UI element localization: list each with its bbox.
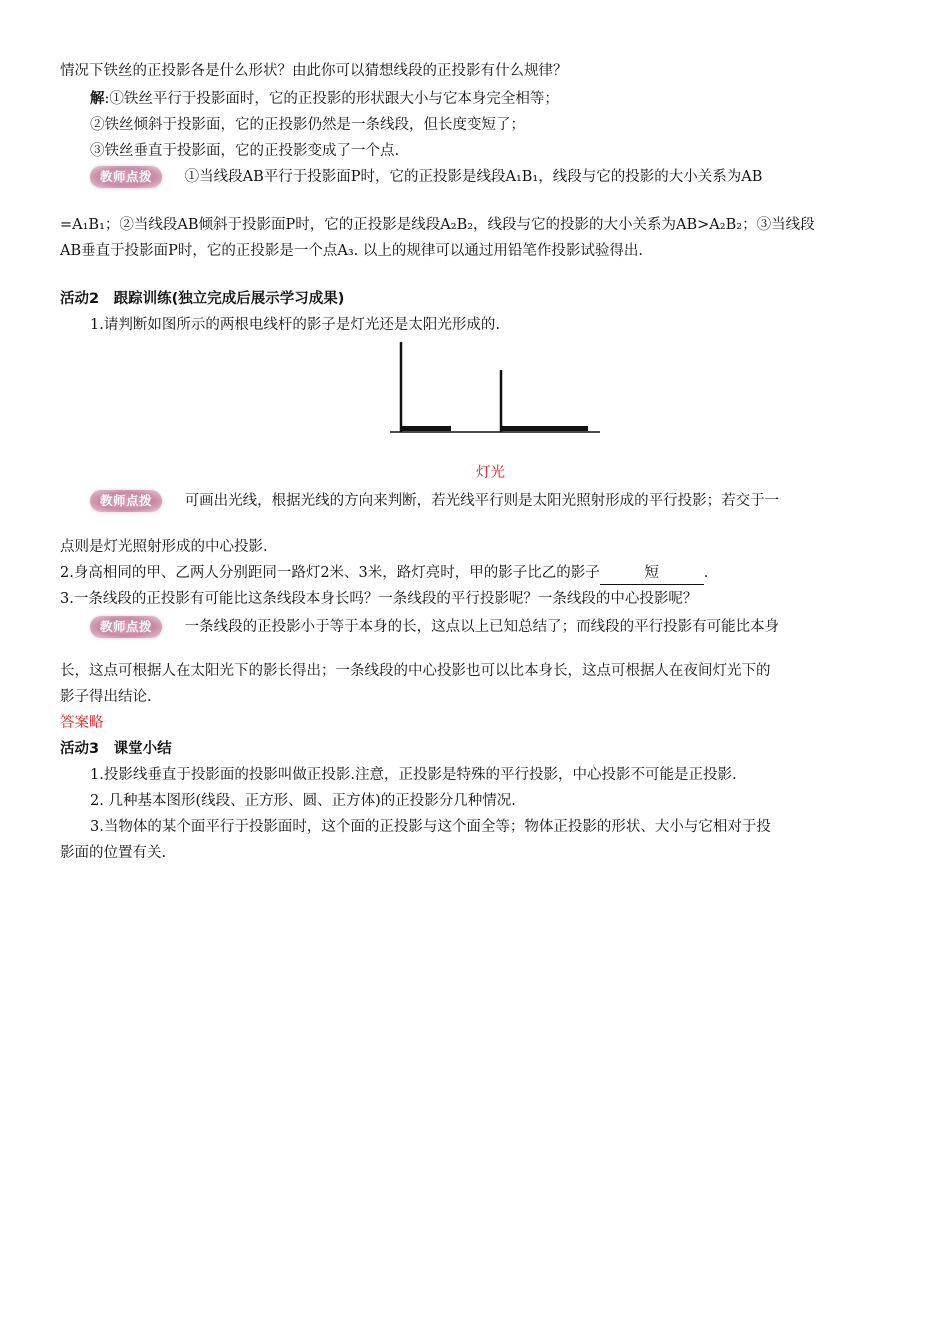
teacher-tip-3-line-2: 长，这点可根据人在太阳光下的影长得出；一条线段的中心投影也可以比本身长，这点可根据人在夜间灯光下的 [60,663,771,679]
question-2-end: . [703,565,709,581]
teacher-tip-3-line-1 [90,616,779,638]
teacher-tip-badge: 教师点拨 [90,166,162,188]
tip-1-text-1: ①当线段AB平行于投影面P时，它的正投影是线段A₁B₁，线段与它的投影的大小关系为AB [184,169,763,185]
teacher-tip-3-line-3: 影子得出结论. [60,689,152,705]
teacher-tip-1-line-2: =A₁B₁；②当线段AB倾斜于投影面P时，它的正投影是线段A₂B₂，线段与它的投影的大小关系为AB>A₂B₂；③当线段 [60,217,815,233]
summary-item-3-line-2: 影面的位置有关. [60,845,167,861]
question-2-text: 2.身高相同的甲、乙两人分别距同一路灯2米、3米，路灯亮时，甲的影子比乙的影子 [60,565,600,581]
intro-question-text: 情况下铁丝的正投影各是什么形状？由此你可以猜想线段的正投影有什么规律？ [60,63,568,79]
teacher-tip-1-line-1 [90,166,762,188]
summary-item-3-line-1: 3.当物体的某个面平行于投影面时，这个面的正投影与这个面全等；物体正投影的形状、大小与它相对于投 [90,819,771,835]
shadow-right [501,426,588,431]
answer-line-3: ③铁丝垂直于投影面，它的正投影变成了一个点. [90,143,400,159]
summary-item-2: 2. 几种基本图形(线段、正方形、圆、正方体)的正投影分几种情况. [90,793,516,809]
shadow-left [401,426,451,431]
question-2 [60,562,708,585]
question-1-text: 1.请判断如图所示的两根电线杆的影子是灯光还是太阳光形成的. [90,317,500,333]
question-3-text: 3.一条线段的正投影有可能比这条线段本身长吗？一条线段的平行投影呢？一条线段的中心投影呢？ [60,591,698,607]
tip-2-text-1: 可画出光线，根据光线的方向来判断，若光线平行则是太阳光照射形成的平行投影；若交于一 [184,493,780,509]
answer-omitted-note: 答案略 [60,715,104,731]
question-2-answer-blank: 短 [600,562,704,585]
activity-3-heading: 活动3 课堂小结 [60,741,172,757]
answer-1-text: :①铁丝平行于投影面时，它的正投影的形状跟大小与它本身完全相等； [104,91,559,107]
teacher-tip-badge: 教师点拨 [90,616,162,638]
answer-line-1 [90,88,559,110]
utility-poles-figure [390,340,602,436]
figure-caption: 灯光 [476,465,505,481]
summary-item-1: 1.投影线垂直于投影面的投影叫做正投影.注意，正投影是特殊的平行投影，中心投影不可能是正投影. [90,767,737,783]
tip-3-text-1: 一条线段的正投影小于等于本身的长，这点以上已知总结了；而线段的平行投影有可能比本身 [184,619,780,635]
activity-2-heading: 活动2 跟踪训练(独立完成后展示学习成果) [60,291,345,307]
answer-line-2: ②铁丝倾斜于投影面，它的正投影仍然是一条线段，但长度变短了； [90,117,525,133]
teacher-tip-2-line-1 [90,490,779,512]
answer-label: 解 [90,91,105,107]
teacher-tip-badge: 教师点拨 [90,490,162,512]
teacher-tip-1-line-3: AB垂直于投影面P时，它的正投影是一个点A₃. 以上的规律可以通过用铅笔作投影试验得出. [60,243,643,259]
teacher-tip-2-line-2: 点则是灯光照射形成的中心投影. [60,539,268,555]
